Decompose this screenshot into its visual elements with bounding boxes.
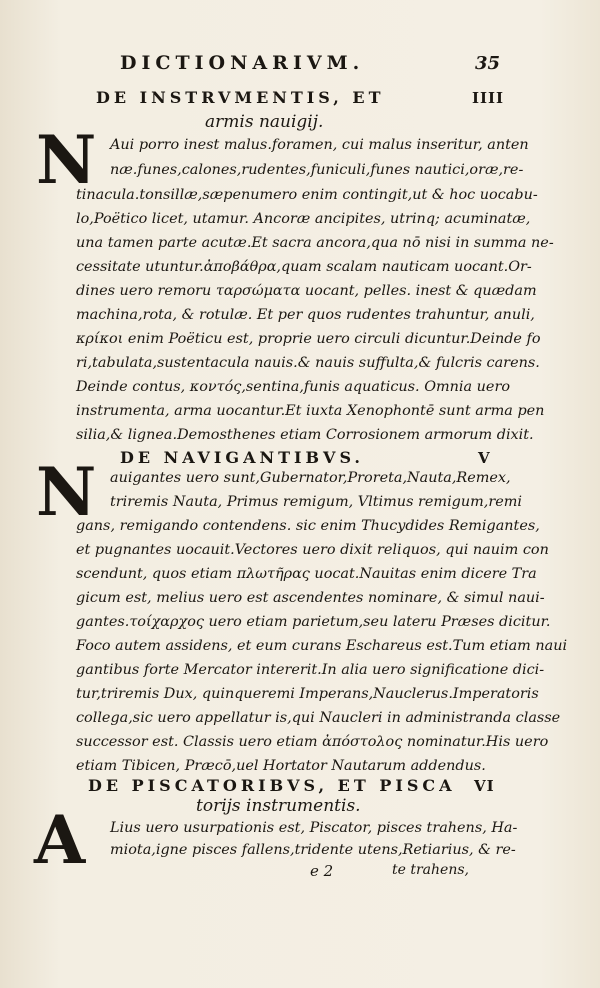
section-heading-navigantibus: DE NAVIGANTIBVS.	[120, 448, 364, 467]
text-line: Aui porro inest malus.foramen, cui malus inseritur, anten	[110, 137, 529, 153]
section-subheading: armis nauigij.	[205, 112, 324, 132]
drop-cap-initial: N	[36, 453, 97, 531]
text-line: cessitate utuntur.ἀποβάθρα,quam scalam nauticam uocant.Or-	[76, 259, 532, 275]
text-line: gantibus forte Mercator intererit.In alia uero significatione dici-	[76, 662, 545, 678]
text-line: triremis Nauta, Primus remigum, Vltimus remigum,remi	[110, 494, 523, 510]
text-line: ri,tabulata,sustentacula nauis.& nauis suffulta,& fulcris carens.	[76, 355, 540, 371]
text-line: etiam Tibicen, Præcō,uel Hortator Nautarum addendus.	[76, 758, 486, 774]
section-heading-instruments: DE INSTRVMENTIS, ET	[96, 88, 385, 107]
text-line: dines uero remoru ταρσώματα uocant, pelles. inest & quædam	[76, 283, 537, 299]
text-line: successor est. Classis uero etiam ἀπόστολος nominatur.His uero	[76, 734, 549, 750]
text-line: Foco autem assidens, et eum curans Eschareus est.Tum etiam naui	[76, 638, 568, 654]
text-line: una tamen parte acutæ.Et sacra ancora,qua nō nisi in summa ne-	[76, 235, 554, 251]
text-line: gicum est, melius uero est ascendentes nominare, & simul naui-	[76, 590, 545, 606]
text-line: næ.funes,calones,rudentes,funiculi,funes nautici,oræ,re-	[110, 162, 524, 178]
section-numeral: IIII	[472, 89, 505, 107]
text-line: instrumenta, arma uocantur.Et iuxta Xenophontē sunt arma pen	[76, 403, 545, 419]
text-line: lo,Poëtico licet, utamur. Ancoræ ancipites, utrinq; acuminatæ,	[76, 211, 531, 227]
text-line: tinacula.tonsillæ,sæpenumero enim contingit,ut & hoc uocabu-	[76, 187, 538, 203]
drop-cap-initial: A	[34, 801, 86, 879]
folio-number: 35	[474, 53, 500, 74]
section-numeral: VI	[474, 777, 495, 795]
text-line: gantes.τοίχαρχος uero etiam parietum,seu lateru Præses dicitur.	[76, 614, 551, 630]
text-line: Deinde contus, κοντός,sentina,funis aquaticus. Omnia uero	[76, 379, 510, 395]
text-line: tur,triremis Dux, quinqueremi Imperans,Nauclerus.Imperatoris	[76, 686, 539, 702]
text-line: scendunt, quos etiam πλωτῆρας uocat.Nauitas enim dicere Tra	[76, 566, 537, 582]
text-line: gans, remigando contendens. sic enim Thucydides Remigantes,	[76, 518, 540, 534]
text-line: auigantes uero sunt,Gubernator,Proreta,Nauta,Remex,	[110, 470, 511, 486]
text-line: miota,igne pisces fallens,tridente utens,Retiarius, & re-	[110, 842, 516, 858]
page-header	[120, 52, 500, 74]
running-title: DICTIONARIVM.	[120, 52, 365, 74]
section-heading-piscatoribus: DE PISCATORIBVS, ET PISCA	[88, 776, 456, 795]
section-subheading: torijs instrumentis.	[196, 796, 361, 816]
text-line: Lius uero usurpationis est, Piscator, pisces trahens, Ha-	[110, 820, 518, 836]
catchword: te trahens,	[392, 862, 469, 878]
drop-cap-initial: N	[36, 121, 97, 199]
text-line: machina,rota, & rotulæ. Et per quos rudentes trahuntur, anuli,	[76, 307, 535, 323]
text-line: κρίκοι enim Poëticu est, proprie uero circuli dicuntur.Deinde fo	[76, 331, 541, 347]
text-line: silia,& lignea.Demosthenes etiam Corrosionem armorum dixit.	[76, 427, 534, 443]
section-numeral: V	[478, 449, 491, 467]
text-line: et pugnantes uocauit.Vectores uero dixit reliquos, qui nauim con	[76, 542, 549, 558]
text-line: collega,sic uero appellatur is,qui Naucleri in administranda classe	[76, 710, 561, 726]
signature-mark: e 2	[310, 862, 334, 880]
